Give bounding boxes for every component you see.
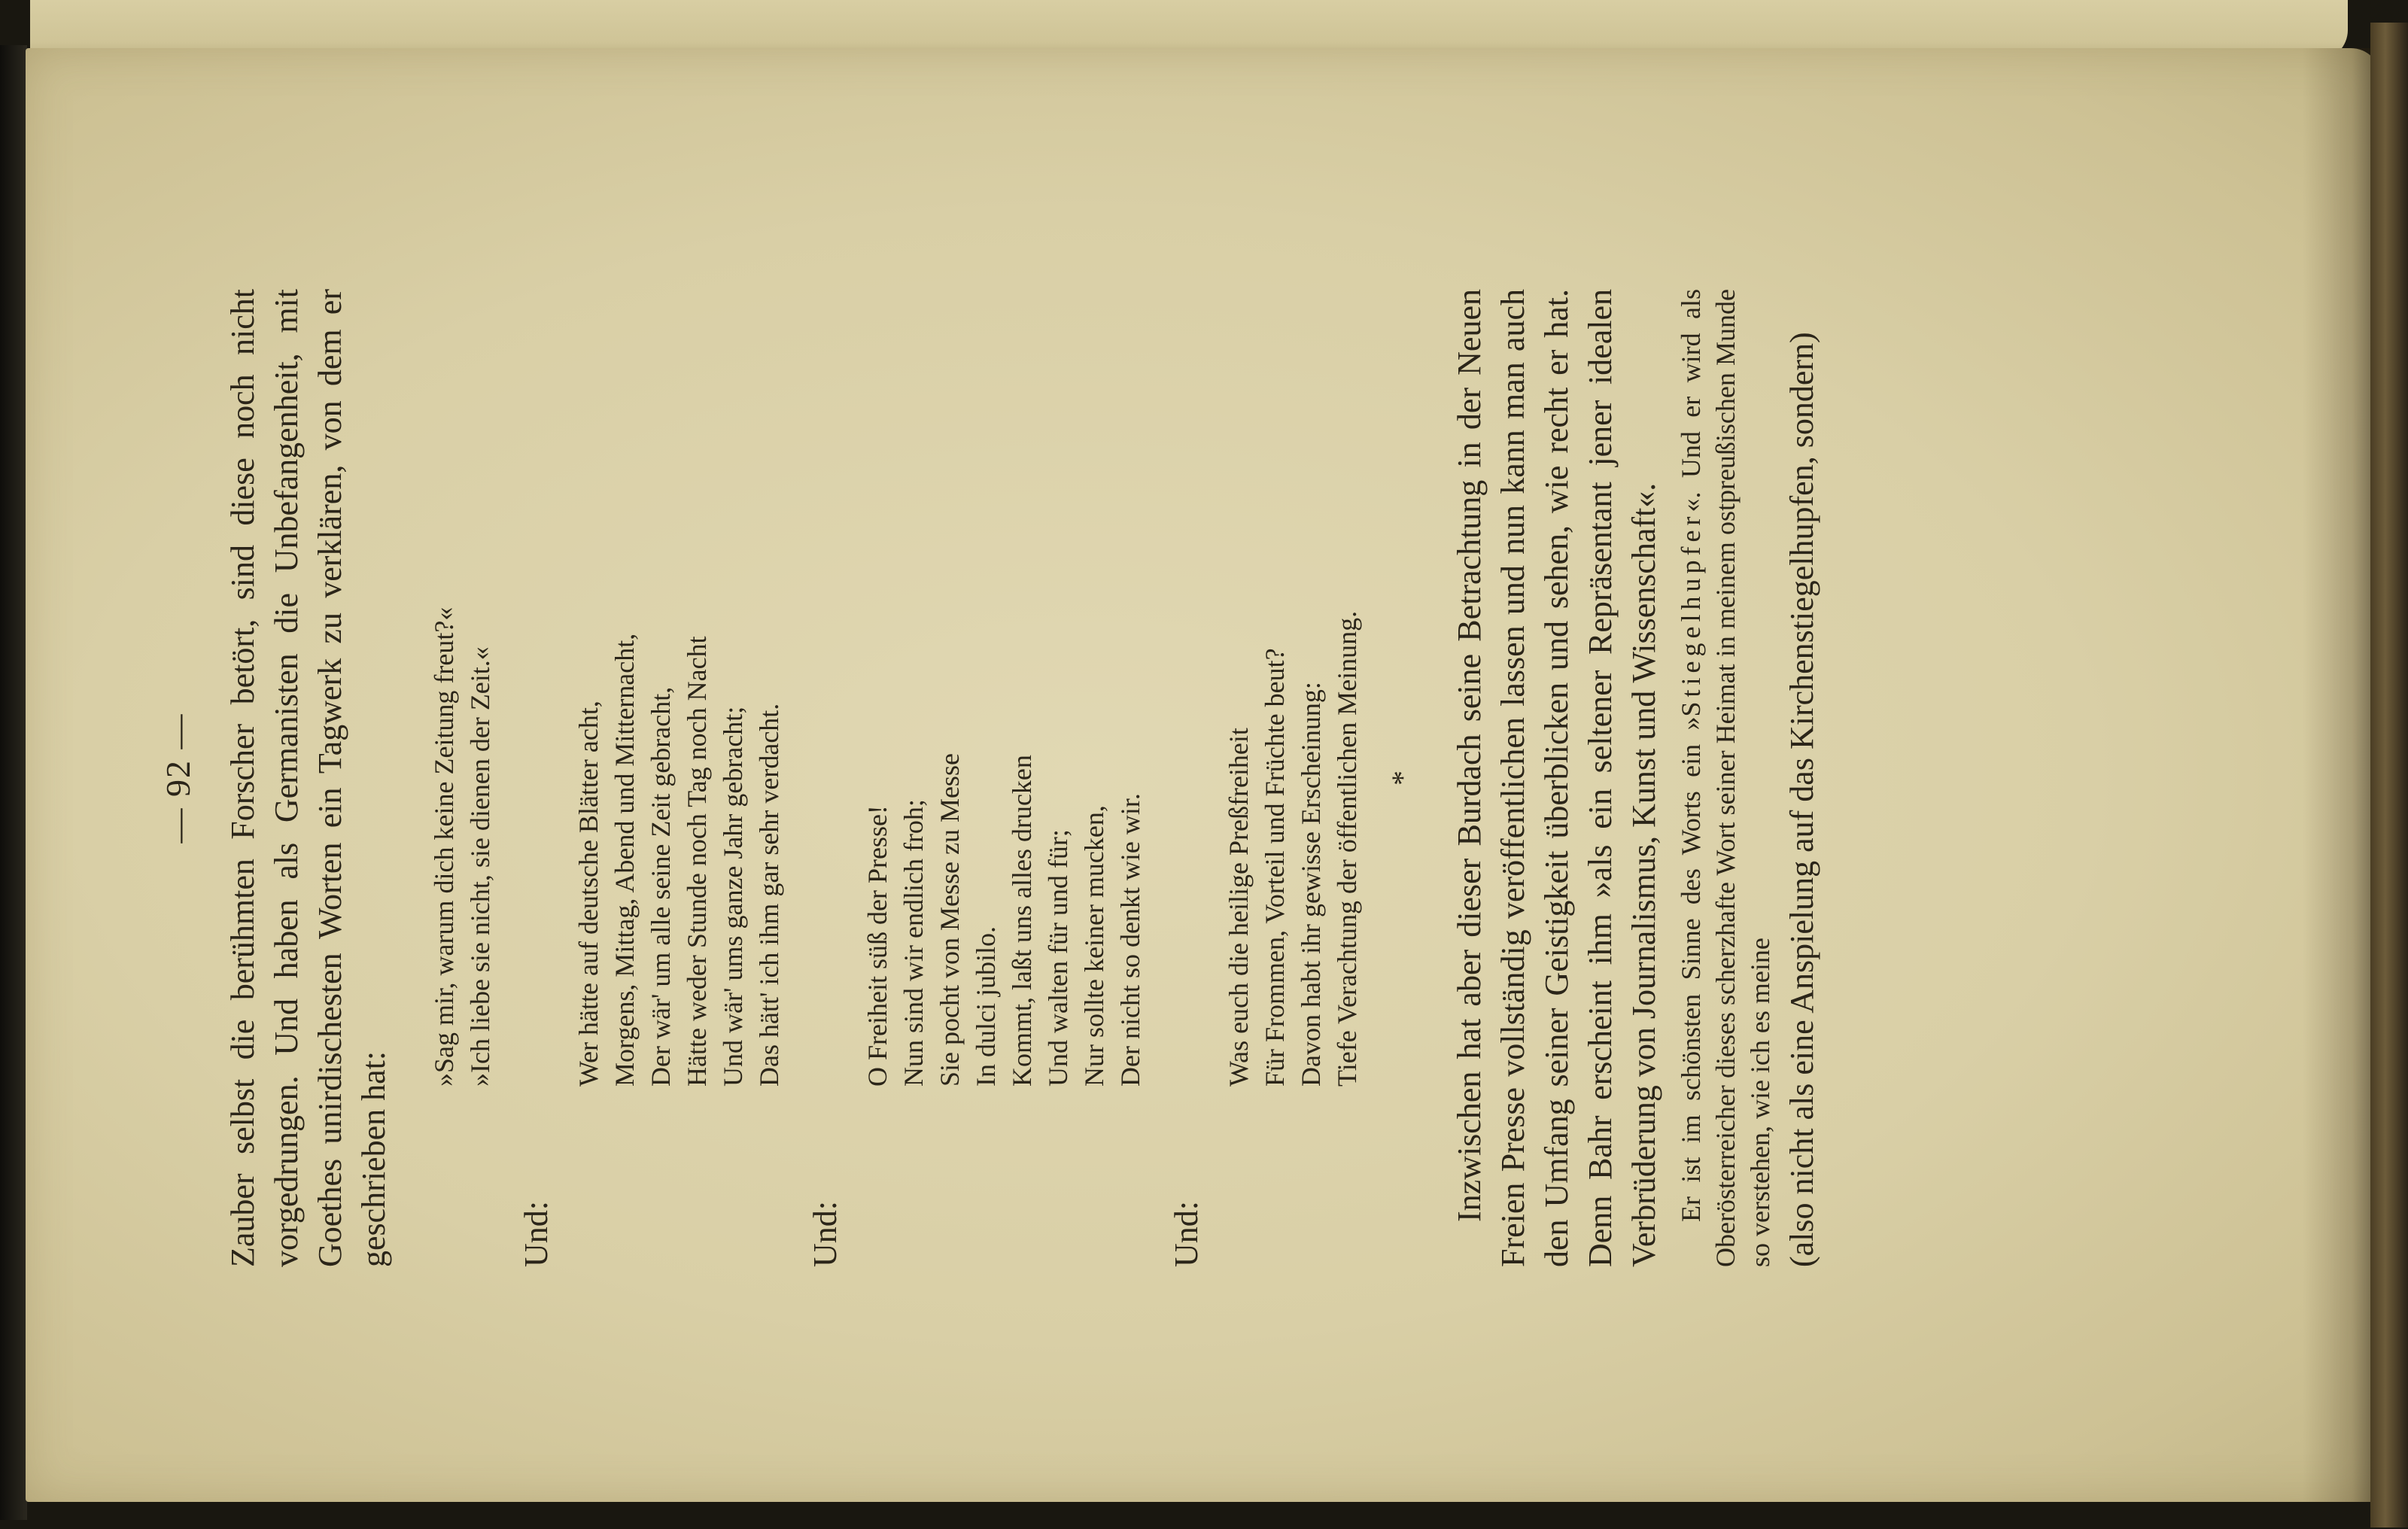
verse-line: Und wär' ums ganze Jahr gebracht;	[718, 706, 748, 1087]
verse-line: O Freiheit süß der Presse!	[862, 805, 892, 1087]
verse-line: Davon habt ihr gewisse Erscheinung:	[1296, 682, 1326, 1087]
verse-1	[570, 289, 787, 1087]
verse-line: Was euch die heilige Preßfreiheit	[1224, 728, 1254, 1087]
verse-line: In dulci jubilo.	[971, 926, 1001, 1087]
goethe-quote	[426, 289, 498, 1087]
left-edge	[0, 45, 27, 1520]
und-label: Und:	[518, 1201, 555, 1267]
verse-line: Für Frommen, Vorteil und Früchte beut?	[1260, 648, 1290, 1087]
verse-line: Der wär' um alle seine Zeit gebracht,	[646, 686, 676, 1087]
und-label: Und:	[807, 1201, 844, 1267]
right-edge	[2370, 23, 2408, 1527]
verse-line: Morgens, Mittag, Abend und Mitternacht,	[610, 633, 640, 1087]
verse-3	[1221, 289, 1365, 1087]
burdach-paragraph: Inzwischen hat aber dieser Burdach seine Betrachtung in der Neuen Freien Presse vollständig veröffentlichen lassen und nun kann man auch den Umfang seiner Geistigkeit überblicken und sehen, wie recht er hat. Denn Bahr erscheint ihm »als ein seltener Repräsentant jener idealen Verbrüderung von Journalismus, Kunst und Wissenschaft«.	[1451, 289, 1662, 1267]
verse-line: Kommt, laßt uns alles drucken	[1007, 755, 1037, 1087]
verse-line: Und walten für und für;	[1043, 829, 1073, 1087]
text-column	[161, 289, 1824, 1267]
final-paragraph: (also nicht als eine Anspielung auf das Kirchenstiegelhupfen, sondern)	[1783, 332, 1820, 1267]
verse-line: Tiefe Verachtung der öffentlichen Meinung.	[1332, 610, 1362, 1087]
page-number: — 92 —	[159, 713, 197, 844]
und-label: Und:	[1168, 1201, 1205, 1267]
verse-line: Der nicht so denkt wie wir.	[1115, 793, 1145, 1087]
verse-2	[859, 289, 1148, 1087]
section-ornament: *	[1385, 771, 1419, 786]
spaced-word: Stiegelhupfer	[1676, 512, 1706, 717]
quote-line: »Sag mir, warum dich keine Zeitung freut?«	[429, 606, 459, 1087]
stiegelhupfer-paragraph	[1674, 289, 1777, 1267]
verse-line: Sie pocht von Messe zu Messe	[935, 753, 965, 1087]
quote-line: »Ich liebe sie nicht, sie dienen der Zeit.«	[465, 646, 495, 1087]
verse-line: Wer hätte auf deutsche Blätter acht,	[573, 701, 604, 1087]
verse-line: Nun sind wir endlich froh;	[898, 799, 929, 1087]
verse-line: Das hätt' ich ihm gar sehr verdacht.	[754, 703, 784, 1087]
intro-paragraph: Zauber selbst die berühmten Forscher betört, sind diese noch nicht vorgedrungen. Und haben als Germanisten die Unbefangenheit, mit Goethes unirdischesten Worten ein Tagwerk zu verklären, von dem er geschrieben hat:	[224, 289, 392, 1267]
verse-line: Hätte weder Stunde noch Tag noch Nacht	[682, 636, 712, 1087]
page	[26, 48, 2381, 1502]
verse-line: Nur sollte keiner mucken,	[1079, 805, 1109, 1087]
small-text-after: «. Und er wird als Oberösterreicher dieses scherzhafte Wort seiner Heimat in meinem ostpreußischen Munde so verstehen, wie ich es meine	[1676, 289, 1775, 1267]
small-text-before: Er ist im schönsten Sinne des Worts ein »	[1676, 716, 1706, 1222]
rotated-text-block	[26, 48, 2373, 1502]
